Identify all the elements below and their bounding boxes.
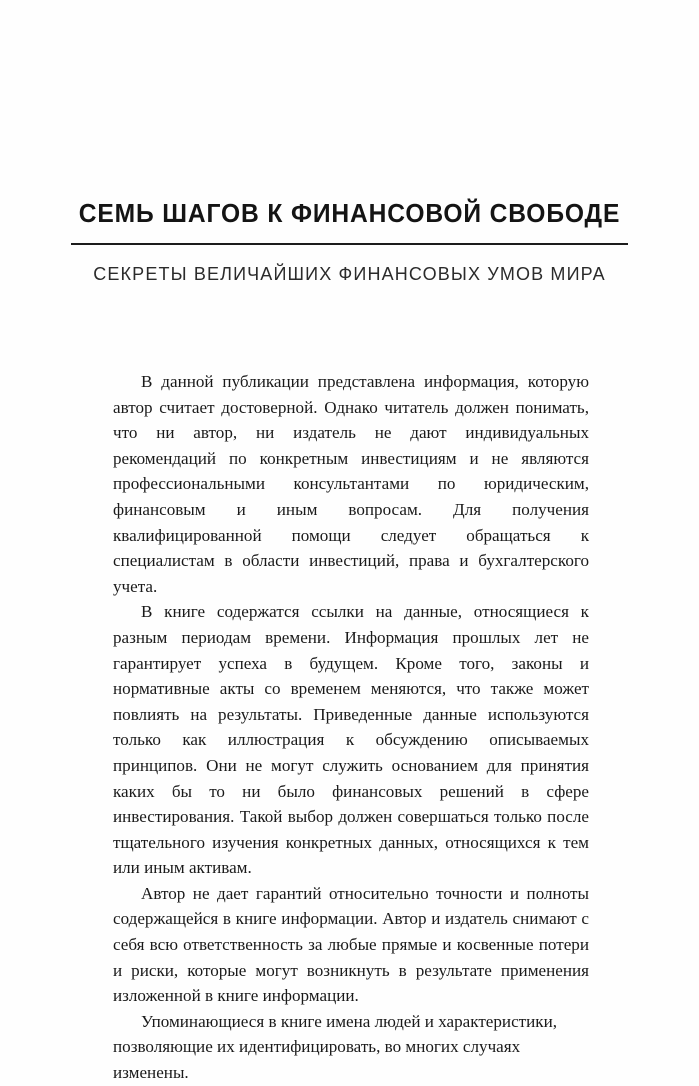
title-block xyxy=(0,200,699,285)
page-subtitle: СЕКРЕТЫ ВЕЛИЧАЙШИХ ФИНАНСОВЫХ УМОВ МИРА xyxy=(93,263,606,284)
page-title: СЕМЬ ШАГОВ К ФИНАНСОВОЙ СВОБОДЕ xyxy=(78,200,621,228)
paragraph: Упоминающиеся в книге имена людей и характеристики, позволяющие их идентифицировать, во многих случаях изменены. xyxy=(113,1011,557,1083)
paragraph: В книге содержатся ссылки на данные, относящиеся к разным периодам времени. Информация прошлых лет не гарантирует успеха в будущем. Кроме того, законы и нормативные акты со временем меняются, что также может повлиять на результаты. Приведенные данные используются только как иллюстрация к обсуждению описываемых принципов. Они не могут служить основанием для принятия каких бы то ни было финансовых решений в сфере инвестирования. Такой выбор должен совершаться только после тщательного изучения конкретных данных, относящихся к тем или иным активам. xyxy=(113,602,589,878)
title-divider xyxy=(71,243,628,245)
paragraph: Автор не дает гарантий относительно точности и полноты содержащейся в книге информации. Автор и издатель снимают с себя всю ответственность за любые прямые и косвенные потери и риски, которые могут возникнуть в результате применения изложенной в книге информации. xyxy=(113,883,589,1006)
disclaimer-text-block xyxy=(113,369,589,1086)
paragraph: В данной публикации представлена информация, которую автор считает достоверной. Однако читатель должен понимать, что ни автор, ни издатель не дают индивидуальных рекомендаций по конкретным инвестициям и не являются профессиональными консультантами по юридическим, финансовым и иным вопросам. Для получения квалифицированной помощи следует обращаться к специалистам в области инвестиций, права и бухгалтерского учета. xyxy=(113,372,589,596)
